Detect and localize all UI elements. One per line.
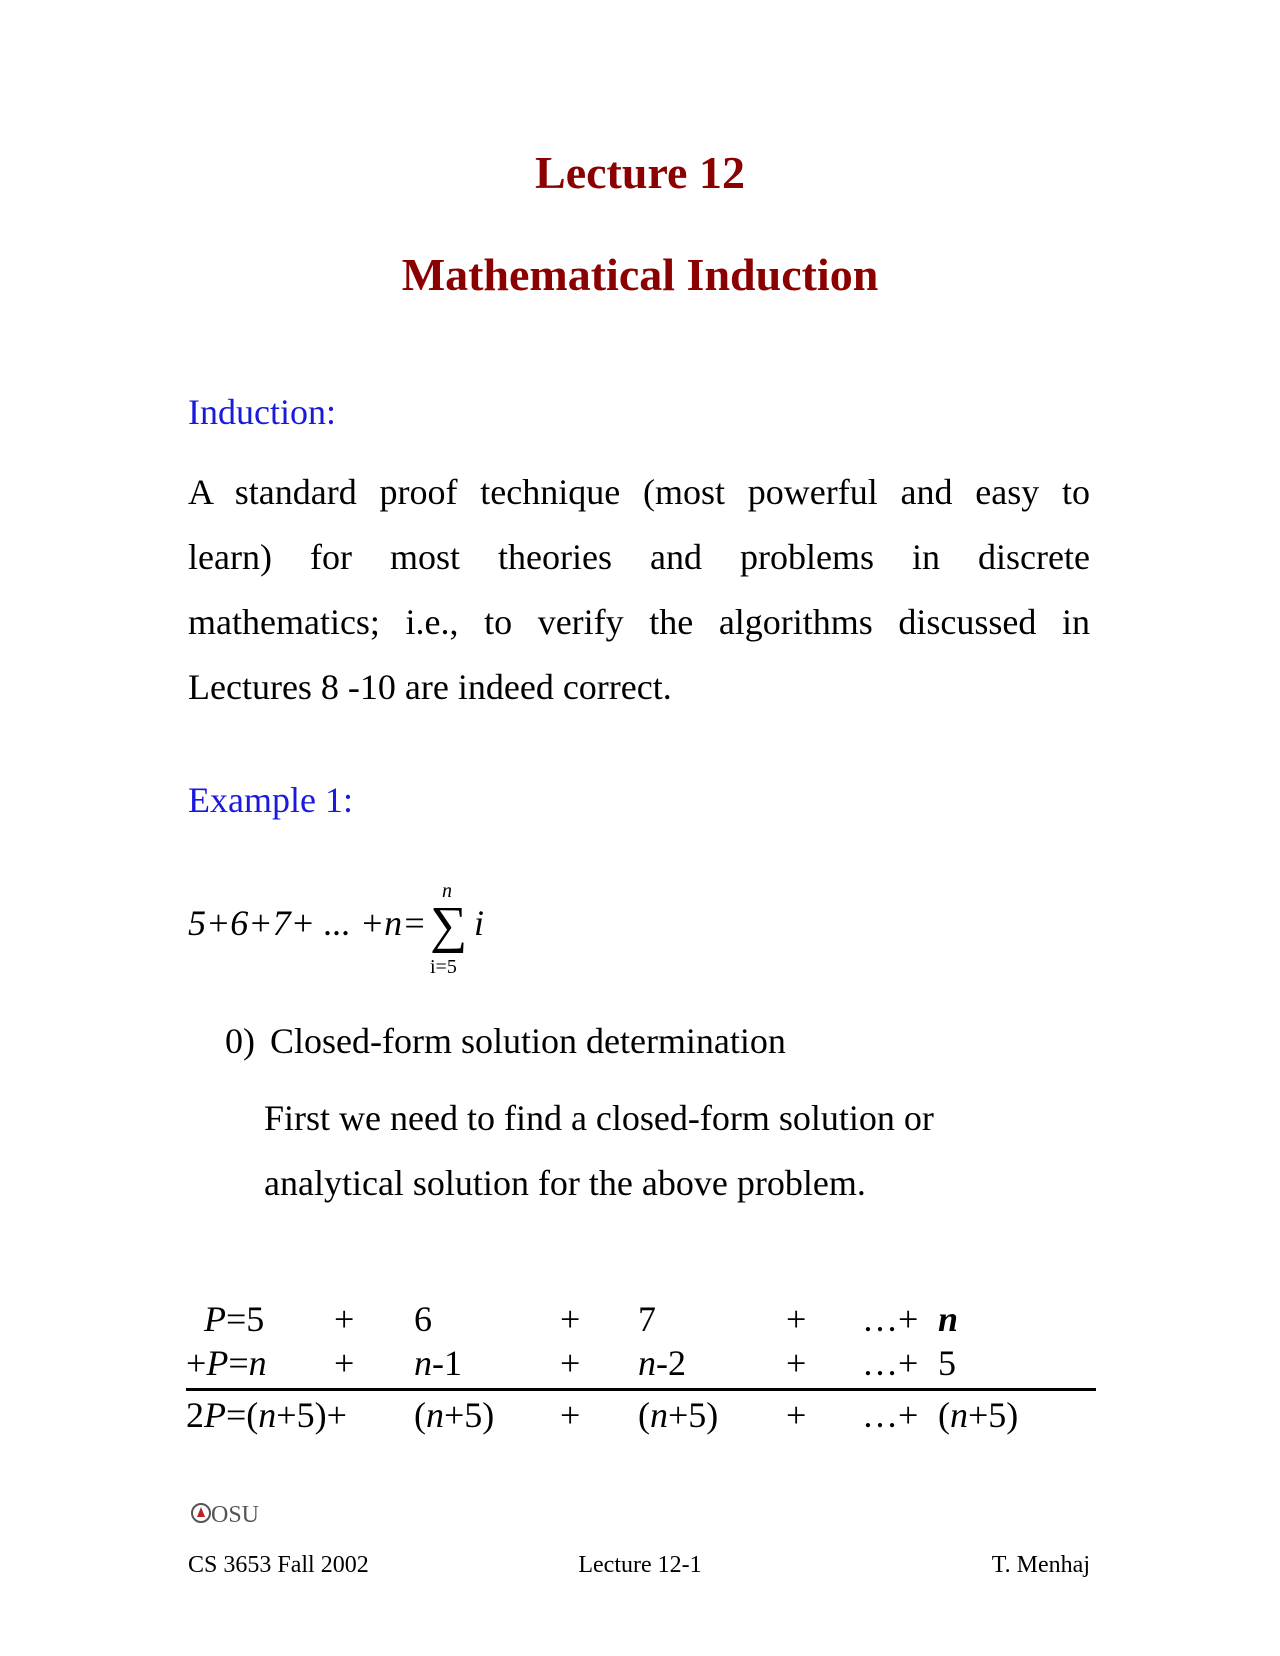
table-cell: + bbox=[560, 1395, 581, 1435]
table-cell: + bbox=[786, 1343, 807, 1383]
table-cell: P=5 bbox=[204, 1299, 265, 1339]
table-row bbox=[186, 1298, 1098, 1342]
table-row bbox=[186, 1394, 1098, 1438]
induction-paragraph-line-3: mathematics; i.e., to verify the algorithms discussed in bbox=[188, 602, 1090, 642]
footer-course: CS 3653 Fall 2002 bbox=[188, 1552, 369, 1578]
table-cell: 6 bbox=[414, 1299, 432, 1339]
logo-text: OSU bbox=[211, 1502, 260, 1528]
table-cell: + bbox=[560, 1299, 581, 1339]
table-cell: …+ bbox=[862, 1299, 919, 1339]
var-p: P bbox=[206, 1343, 229, 1383]
var-n: n bbox=[414, 1343, 432, 1383]
table-cell: + bbox=[334, 1299, 355, 1339]
table-cell: (n+5) bbox=[938, 1395, 1019, 1435]
sigma-upper-limit: n bbox=[442, 880, 452, 902]
table-cell: + bbox=[786, 1395, 807, 1435]
table-cell: …+ bbox=[862, 1395, 919, 1435]
table-cell: + bbox=[560, 1343, 581, 1383]
sigma-lower-limit: i=5 bbox=[430, 956, 457, 978]
table-row bbox=[186, 1342, 1098, 1386]
var-p: P bbox=[204, 1395, 226, 1435]
footer-author: T. Menhaj bbox=[991, 1552, 1090, 1578]
sigma-symbol: ∑ bbox=[430, 897, 468, 954]
table-cell: n-1 bbox=[414, 1343, 462, 1383]
induction-paragraph-line-1: A standard proof technique (most powerful and easy to bbox=[188, 472, 1090, 512]
step-0 bbox=[225, 1020, 786, 1062]
formula-lhs-text: 5+6+7+ ... +n= bbox=[188, 903, 427, 943]
var-n: n bbox=[258, 1395, 277, 1435]
var-p: P bbox=[204, 1299, 226, 1339]
table-cell: 5 bbox=[938, 1343, 956, 1383]
osu-logo-icon bbox=[190, 1498, 260, 1528]
summation bbox=[428, 880, 488, 980]
sum-rule-line bbox=[186, 1388, 1096, 1391]
var-n: n bbox=[248, 1343, 267, 1383]
sigma-variable: i bbox=[474, 903, 485, 943]
table-cell: n bbox=[938, 1299, 959, 1339]
table-cell: +P=n bbox=[186, 1343, 267, 1383]
footer-page-number: Lecture 12-1 bbox=[578, 1552, 702, 1578]
step-label: 0) bbox=[225, 1021, 255, 1061]
table-cell: 7 bbox=[638, 1299, 656, 1339]
sum-formula-lhs bbox=[188, 880, 427, 943]
var-n: n bbox=[426, 1395, 444, 1435]
induction-heading: Induction: bbox=[188, 392, 336, 432]
var-n: n bbox=[950, 1395, 968, 1435]
step-text-line-2: analytical solution for the above problem. bbox=[264, 1163, 866, 1203]
table-cell: (n+5) bbox=[638, 1395, 719, 1435]
step-text-line-1: First we need to find a closed-form solution or bbox=[264, 1098, 934, 1138]
table-cell: (n+5) bbox=[414, 1395, 495, 1435]
var-n: n bbox=[638, 1343, 656, 1383]
table-cell: 2P=(n+5)+ bbox=[186, 1395, 347, 1435]
induction-paragraph-line-4: Lectures 8 -10 are indeed correct. bbox=[188, 667, 672, 707]
induction-paragraph-line-2: learn) for most theories and problems in discrete bbox=[188, 537, 1090, 577]
step-title: Closed-form solution determination bbox=[270, 1021, 786, 1061]
var-n: n bbox=[650, 1395, 668, 1435]
table-cell: …+ bbox=[862, 1343, 919, 1383]
lecture-title: Lecture 12 bbox=[535, 147, 745, 198]
table-cell: + bbox=[786, 1299, 807, 1339]
topic-title: Mathematical Induction bbox=[401, 249, 879, 300]
example-heading: Example 1: bbox=[188, 780, 353, 820]
table-cell: + bbox=[334, 1343, 355, 1383]
table-cell: n-2 bbox=[638, 1343, 686, 1383]
derivation-table bbox=[186, 1298, 1098, 1438]
